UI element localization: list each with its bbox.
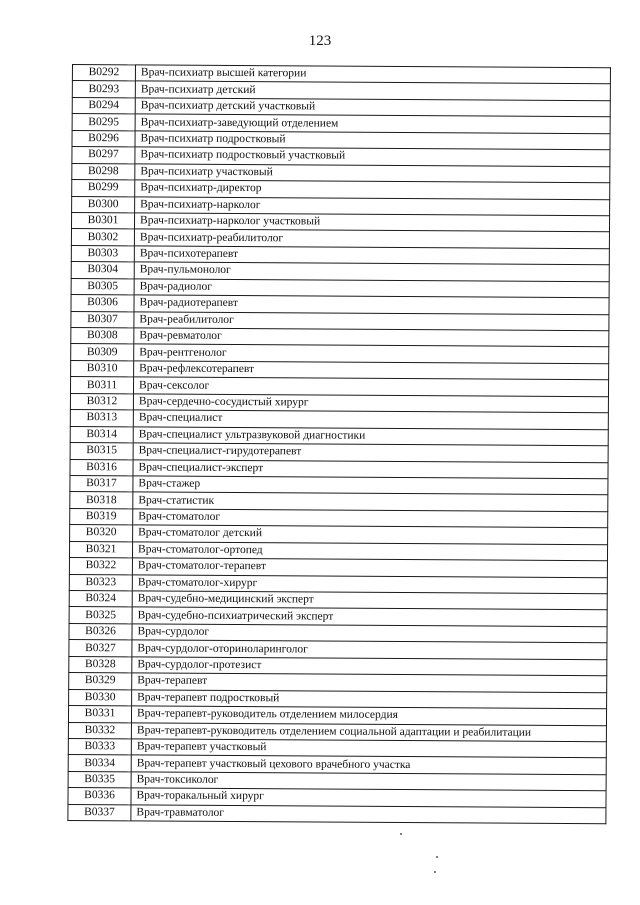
code-cell: B0327 xyxy=(69,640,132,657)
position-title-cell: Врач-психиатр высшей категории xyxy=(135,65,610,84)
position-title-cell: Врач-сурдолог-оториноларинголог xyxy=(132,640,607,659)
position-title-cell: Врач-сурдолог-протезист xyxy=(132,657,607,676)
position-title-cell: Врач-сурдолог xyxy=(132,624,607,643)
position-title-cell: Врач-психиатр-заведующий отделением xyxy=(135,114,610,133)
code-cell: B0302 xyxy=(71,229,134,246)
table-body xyxy=(68,65,611,824)
code-cell: B0317 xyxy=(70,475,133,492)
scan-speck xyxy=(400,833,402,835)
position-title-cell: Врач-психиатр участковый xyxy=(135,164,610,183)
position-title-cell: Врач-судебно-психиатрический эксперт xyxy=(132,607,607,626)
code-cell: B0330 xyxy=(69,689,132,706)
profession-codes-table xyxy=(67,64,611,824)
code-cell: B0298 xyxy=(72,163,135,180)
position-title-cell: Врач-специалист-гирудотерапевт xyxy=(133,443,608,462)
code-cell: B0305 xyxy=(71,278,134,295)
position-title-cell: Врач-сексолог xyxy=(133,377,608,396)
code-cell: B0325 xyxy=(69,607,132,624)
code-cell: B0303 xyxy=(71,245,134,262)
position-title-cell: Врач-терапевт участковый цехового врачебного участка xyxy=(131,755,606,774)
code-cell: B0329 xyxy=(69,673,132,690)
position-title-cell: Врач-статистик xyxy=(133,492,608,511)
position-title-cell: Врач-психиатр-реабилитолог xyxy=(134,229,609,248)
code-cell: B0314 xyxy=(70,426,133,443)
position-title-cell: Врач-стоматолог-хирург xyxy=(132,574,607,593)
position-title-cell: Врач-терапевт подростковый xyxy=(132,690,607,709)
position-title-cell: Врач-судебно-медицинский эксперт xyxy=(132,591,607,610)
code-cell: B0334 xyxy=(68,755,131,772)
code-cell: B0322 xyxy=(69,558,132,575)
position-title-cell: Врач-специалист-эксперт xyxy=(133,459,608,478)
code-cell: B0304 xyxy=(71,262,134,279)
position-title-cell: Врач-токсиколог xyxy=(131,772,606,791)
code-cell: B0324 xyxy=(69,590,132,607)
position-title-cell: Врач-терапевт-руководитель отделением социальной адаптации и реабилитации xyxy=(131,722,606,741)
position-title-cell: Врач-терапевт-руководитель отделением милосердия xyxy=(131,706,606,725)
code-cell: B0307 xyxy=(71,311,134,328)
code-cell: B0308 xyxy=(71,327,134,344)
position-title-cell: Врач-специалист ультразвуковой диагностики xyxy=(133,427,608,446)
position-title-cell: Врач-пульмонолог xyxy=(134,262,609,281)
position-title-cell: Врач-радиолог xyxy=(134,279,609,298)
code-cell: B0331 xyxy=(68,706,131,723)
code-cell: B0320 xyxy=(70,525,133,542)
code-cell: B0309 xyxy=(71,344,134,361)
position-title-cell: Врач-реабилитолог xyxy=(134,311,609,330)
position-title-cell: Врач-торакальный хирург xyxy=(131,788,606,807)
code-cell: B0336 xyxy=(68,788,131,805)
page-number: 123 xyxy=(308,33,332,49)
code-cell: B0335 xyxy=(68,771,131,788)
code-cell: B0292 xyxy=(72,65,135,82)
code-cell: B0306 xyxy=(71,295,134,312)
position-title-cell: Врач-психиатр подростковый участковый xyxy=(135,147,610,166)
code-cell: B0315 xyxy=(70,443,133,460)
position-title-cell: Врач-стоматолог-ортопед xyxy=(132,542,607,561)
code-cell: B0337 xyxy=(68,804,131,821)
code-cell: B0313 xyxy=(70,410,133,427)
code-cell: B0299 xyxy=(72,180,135,197)
position-title-cell: Врач-радиотерапевт xyxy=(134,295,609,314)
code-cell: B0333 xyxy=(68,738,131,755)
code-cell: B0295 xyxy=(72,114,135,131)
code-cell: B0328 xyxy=(69,656,132,673)
position-title-cell: Врач-психиатр подростковый xyxy=(135,131,610,150)
position-title-cell: Врач-терапевт участковый xyxy=(131,739,606,758)
position-title-cell: Врач-стоматолог-терапевт xyxy=(132,558,607,577)
code-cell: B0332 xyxy=(68,722,131,739)
code-cell: B0293 xyxy=(72,81,135,98)
scan-speck xyxy=(434,871,436,873)
position-title-cell: Врач-терапевт xyxy=(132,673,607,692)
position-title-cell: Врач-психиатр-нарколог участковый xyxy=(134,213,609,232)
code-cell: B0316 xyxy=(70,459,133,476)
position-title-cell: Врач-психотерапевт xyxy=(134,246,609,265)
position-title-cell: Врач-стажер xyxy=(133,476,608,495)
code-cell: B0323 xyxy=(69,574,132,591)
position-title-cell: Врач-стоматолог детский xyxy=(133,525,608,544)
position-title-cell: Врач-психиатр детский xyxy=(135,81,610,100)
table-row xyxy=(68,804,606,824)
position-title-cell: Врач-психиатр-директор xyxy=(135,180,610,199)
code-cell: B0319 xyxy=(70,508,133,525)
position-title-cell: Врач-рефлексотерапевт xyxy=(134,361,609,380)
position-title-cell: Врач-сердечно-сосудистый хирург xyxy=(133,394,608,413)
scan-speck xyxy=(436,856,438,858)
position-title-cell: Врач-психиатр детский участковый xyxy=(135,98,610,117)
code-cell: B0311 xyxy=(70,377,133,394)
position-title-cell: Врач-рентгенолог xyxy=(134,344,609,363)
code-cell: B0310 xyxy=(71,360,134,377)
code-cell: B0296 xyxy=(72,130,135,147)
position-title-cell: Врач-психиатр-нарколог xyxy=(135,196,610,215)
position-title-cell: Врач-травматолог xyxy=(131,805,606,824)
code-cell: B0297 xyxy=(72,147,135,164)
position-title-cell: Врач-специалист xyxy=(133,410,608,429)
code-cell: B0321 xyxy=(69,541,132,558)
code-cell: B0326 xyxy=(69,623,132,640)
code-cell: B0301 xyxy=(71,212,134,229)
code-cell: B0318 xyxy=(70,492,133,509)
code-cell: B0294 xyxy=(72,97,135,114)
code-cell: B0300 xyxy=(72,196,135,213)
position-title-cell: Врач-стоматолог xyxy=(133,509,608,528)
position-title-cell: Врач-ревматолог xyxy=(134,328,609,347)
code-cell: B0312 xyxy=(70,393,133,410)
